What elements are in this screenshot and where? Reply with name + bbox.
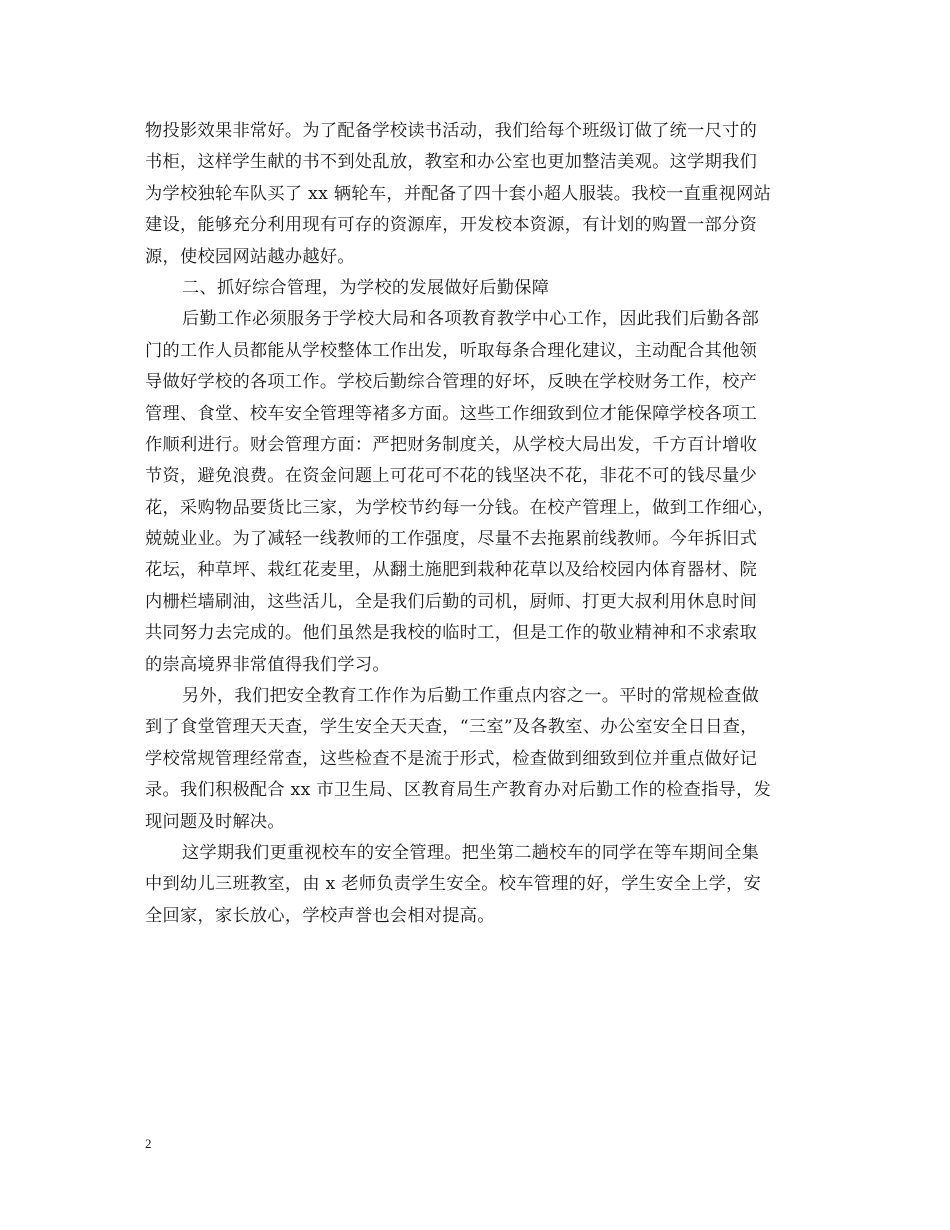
paragraph: [145, 304, 805, 681]
body-text: [145, 116, 805, 932]
text-line: 门的工作人员都能从学校整体工作出发，听取每条合理化建议，主动配合其他领: [145, 340, 758, 361]
text-line: 导做好学校的各项工作。学校后勤综合管理的好坏，反映在学校财务工作，校产: [145, 372, 758, 393]
text-line: 到了食堂管理天天查，学生安全天天查，“三室”及各教室、办公室安全日日查，: [145, 717, 758, 738]
text-line: 学校常规管理经常查，这些检查不是流于形式，检查做到细致到位并重点做好记: [145, 748, 758, 769]
text-line: 共同努力去完成的。他们虽然是我校的临时工，但是工作的敬业精神和不求索取: [145, 623, 758, 644]
text-line: 建设，能够充分利用现有可存的资源库，开发校本资源，有计划的购置一部分资: [145, 215, 758, 236]
text-line: 兢兢业业。为了减轻一线教师的工作强度，尽量不去拖累前线教师。今年拆旧式: [145, 529, 758, 550]
text-line: 现问题及时解决。: [145, 811, 285, 832]
text-line: 的崇高境界非常值得我们学习。: [145, 654, 390, 675]
text-line: 源，使校园网站越办越好。: [145, 246, 355, 267]
text-line: 内栅栏墙刷油，这些活儿，全是我们后勤的司机，厨师、打更大叔利用休息时间: [145, 591, 758, 612]
page-number: 2: [145, 1136, 152, 1151]
text-line: 节资，避免浪费。在资金问题上可花可不花的钱坚决不花，非花不可的钱尽量少: [145, 466, 758, 487]
paragraph: [145, 838, 805, 932]
text-line: 作顺利进行。财会管理方面：严把财务制度关，从学校大局出发，千方百计增收: [145, 434, 758, 455]
text-line: 花坛，种草坪、栽红花麦里，从翻土施肥到栽种花草以及给校园内体育器材、院: [145, 560, 758, 581]
text-line: 中到幼儿三班教室，由 x 老师负责学生安全。校车管理的好，学生安全上学，安: [145, 874, 762, 895]
text-line: 书柜，这样学生献的书不到处乱放，教室和办公室也更加整洁美观。这学期我们: [145, 152, 758, 173]
text-line: 另外，我们把安全教育工作作为后勤工作重点内容之一。平时的常规检查做: [182, 686, 760, 707]
text-line: 录。我们积极配合 xx 市卫生局、区教育局生产教育办对后勤工作的检查指导，发: [145, 780, 772, 801]
paragraph: [145, 273, 805, 304]
text-line: 这学期我们更重视校车的安全管理。把坐第二趟校车的同学在等车期间全集: [182, 842, 760, 863]
text-line: 全回家，家长放心，学校声誉也会相对提高。: [145, 905, 495, 926]
text-line: 二、抓好综合管理，为学校的发展做好后勤保障: [182, 277, 550, 298]
text-line: 物投影效果非常好。为了配备学校读书活动，我们给每个班级订做了统一尺寸的: [145, 121, 758, 141]
text-line: 花，采购物品要货比三家，为学校节约每一分钱。在校产管理上，做到工作细心，: [145, 497, 775, 518]
paragraph: [145, 116, 805, 273]
text-line: 为学校独轮车队买了 xx 辆轮车，并配备了四十套小超人服装。我校一直重视网站: [145, 183, 772, 204]
paragraph: [145, 681, 805, 838]
text-line: 管理、食堂、校车安全管理等褚多方面。这些工作细致到位才能保障学校各项工: [145, 403, 758, 424]
text-line: 后勤工作必须服务于学校大局和各项教育教学中心工作，因此我们后勤各部: [182, 309, 760, 330]
